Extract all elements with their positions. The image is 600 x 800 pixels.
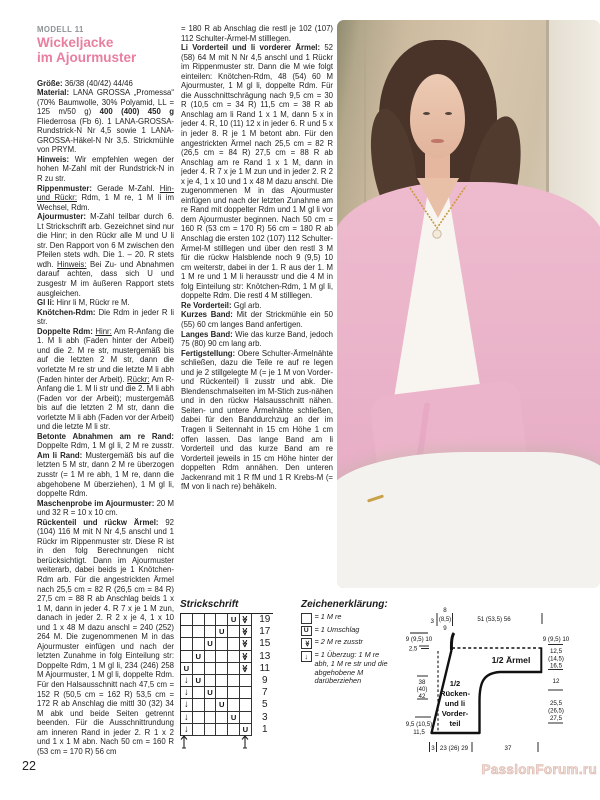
chart-cell-knit <box>228 638 240 650</box>
legend-items <box>301 613 393 686</box>
chart-row-number: 9 <box>262 675 268 687</box>
chart-cell-knit <box>216 614 228 626</box>
model-number: MODELL 11 <box>37 25 84 34</box>
chart-row-number: 5 <box>262 699 268 711</box>
rapport-markers <box>180 735 249 749</box>
chart-cell-knit <box>228 663 240 675</box>
chart-cell-knit <box>205 712 217 724</box>
chart-cell-U: U <box>205 687 217 699</box>
chart-cell-U: U <box>181 663 193 675</box>
chart-cell-U: U <box>216 699 228 711</box>
model-face <box>410 74 465 158</box>
instructions-column-2: = 180 R ab Anschlag die restl je 102 (107) 112 Schulter-Ärmel-M stilllegen. Li Vorderteil und li vorderer Ärmel: 52 (58) 64 M mit N Nr 4,5 anschl und 1 Rückr im Rippenmuster str. Dann die M wie folgt einteilen: Knötchen-Rdm, 48 (54) 60 M Ajourmuster, 1 M gl li, doppelte Rdm. Für die Ausschnittschrägung nach 9,5 cm = 30 R (10,5 cm = 34 R) 11,5 cm = 38 R ab Anschlag am li Rand 1 x 1 M, dann 5 x in jeder 4. R, 10 (11) 12 x in jeder 6. R und 5 x in jeder 8. R je 1 M betont abn. Für den angestrickten Ärmel nach 25,5 cm = 82 R (26,5 cm = 84 R) 27,5 cm = 88 R ab Anschlag am re Rand 1 x 1 M, dann in jeder 4. R 7 x je 1 M zun und in jeder 2. R 2 x je 4, 1 x 10 und 1 x 48 M dazu anschl. Die zugenommenen M in das Ajourmuster einfügen und nach der letzten Zunahme am re Rand mit doppelter Rdm und 1 M gl li vor dem Ajourmuster beginnen. Nach 50 cm = 160 R (53 cm = 170 R) 56 cm = 180 R ab Anschlag die ersten 102 (107) 112 Schulter-Ärmel-M stilllegen und über den restl 3 M für die rückw Halsblende noch 9 (9,5) 10 cm weiterstr, dabei in der 1. R aus der 1. M 1 M re und 1 M li herausstr und die 4 M in folg Einteilung str: Knötchen-Rdm, 1 M gl li, doppelte Rdm. Die restl 4 M stilllegen. Re Vorderteil: Ggl arb. Kurzes Band: Mit der Strickmühle ein 50 (55) 60 cm langes Band anfertigen. Langes Band: Wie das kurze Band, jedoch 75 (80) 90 cm lang arb. Fertigstellung: Obere Schulter-Ärmelnähte schließen, dazu die Teile re auf re legen und je 2 stillgelegte M (= je 1 M von Vorder- und Rückenteil) li zusstr und abk. Die Blendenschmalseiten im M-Stich zus-nähen und in den rückw Halsausschnitt nähen. Seiten- und untere Ärmelnähte schließen, dabei für den Banddurchzug an der im Tragen li Seitennaht in 15 cm Höhe 1 cm offen lassen. Das lange Band am li Vorderteil und das kurze Band am re Vorderteil jeweils in 15 cm Höhe hinter der doppelten Rdm annähen. Den unteren Jackenrand mit 1 R fM und 1 R Krebs-M (= fM von li nach re) behäkeln. <box>181 24 333 492</box>
chart-cell-knit <box>193 712 205 724</box>
rapport-arrow-left-icon <box>180 735 188 749</box>
measure-left-neck: 9 (9,5) 10 <box>405 636 433 643</box>
chart-row-number: 7 <box>262 687 268 699</box>
chart-row-number: 19 <box>259 614 271 626</box>
body-label-3: und li <box>444 699 466 708</box>
chart-row-number: 15 <box>259 638 271 650</box>
legend-item <box>301 613 393 624</box>
chart-row <box>181 651 273 663</box>
chart-cell-knit <box>205 675 217 687</box>
measure-shoulder-1: 8 <box>443 607 447 614</box>
measure-cuff-2: (14,5) <box>548 656 564 663</box>
measure-top-tick: 3 <box>430 618 434 625</box>
legend-item <box>301 638 393 649</box>
chart-cell-knit <box>216 638 228 650</box>
chart-row-number: 3 <box>262 711 268 723</box>
chart-cell-knit <box>193 699 205 711</box>
chart-cell-knit <box>216 651 228 663</box>
chart-cell-U: U <box>240 724 252 736</box>
chart-cell-U: U <box>205 638 217 650</box>
chart-cell-U: U <box>228 712 240 724</box>
chart-row-number: 1 <box>262 723 268 735</box>
body-label-2: Rücken- <box>440 689 470 698</box>
page-number: 22 <box>22 759 36 773</box>
measure-left-side-2: (40) <box>416 687 428 693</box>
measure-cuff-3: 16,5 <box>549 662 563 670</box>
chart-cell-knit <box>216 663 228 675</box>
chart-cell-knit <box>228 699 240 711</box>
chart-cell-knit <box>205 626 217 638</box>
chart-row <box>181 675 273 687</box>
chart-cell-knit <box>240 675 252 687</box>
chart-row <box>181 699 273 711</box>
chart-cell-U: U <box>193 675 205 687</box>
chart-cell-knit <box>228 675 240 687</box>
chart-cell-k2tog: ≫ <box>240 626 252 638</box>
legend-symbol-empty-icon <box>301 613 312 624</box>
chart-cell-knit <box>181 651 193 663</box>
chart-cell-slip: ↓ <box>181 687 193 699</box>
chart-cell-knit <box>228 626 240 638</box>
chart-row <box>181 687 273 699</box>
chart-cell-slip: ↓ <box>181 675 193 687</box>
measure-left-bottom-1: 9,5 (10,5) <box>405 721 433 728</box>
model-eye-right <box>445 112 452 115</box>
chart-cell-slip: ↓ <box>181 699 193 711</box>
measure-bottom-2: 23 (26) 29 <box>439 745 469 752</box>
chart-cell-knit <box>228 651 240 663</box>
chart-cell-knit <box>193 687 205 699</box>
measure-sleeve-width: 51 (53,5) 56 <box>477 616 511 623</box>
model-photo <box>337 20 600 588</box>
chart-row <box>181 626 273 638</box>
chart-row <box>181 663 273 675</box>
chart-cell-U: U <box>228 614 240 626</box>
chart-cell-knit <box>205 614 217 626</box>
knitting-chart-grid <box>180 613 273 736</box>
chart-cell-knit <box>240 699 252 711</box>
legend-title: Zeichenerklärung: <box>301 599 388 610</box>
chart-cell-knit <box>216 687 228 699</box>
chart-row <box>181 614 273 626</box>
measure-left-neck2: 2,5 <box>408 645 418 653</box>
chart-legend <box>301 599 393 688</box>
chart-cell-knit <box>193 638 205 650</box>
chart-cell-knit <box>216 724 228 736</box>
rapport-arrow-right-icon <box>241 735 249 749</box>
chart-row-number: 13 <box>259 650 271 662</box>
chart-row-number: 11 <box>259 662 270 674</box>
measure-right-side-1: 25,5 <box>549 700 563 707</box>
chart-cell-knit <box>216 675 228 687</box>
chart-cell-slip: ↓ <box>181 724 193 736</box>
model-lips <box>431 139 444 143</box>
legend-item <box>301 651 393 686</box>
measure-shoulder-2: (8,5) <box>438 617 452 623</box>
chart-cell-knit <box>193 614 205 626</box>
legend-item-text: = 1 M re <box>314 612 342 621</box>
instructions-column-1: Größe: 36/38 (40/42) 44/46 Material: LANA GROSSA „Promessa“ (70% Baumwolle, 30% Polyamid, LL = 125 m/50 g) 400 (400) 450 g Fliederrosa (Fb 6). 1 LANA-GROSSA-Rundstrick-N Nr 4,5 sowie 1 LANA-GROSSA-Häkel-N Nr 3,5. Strickmühle von PRYM. Hinweis: Wir empfehlen wegen der hohen M-Zahl mit der Rundstrick-N in R zu str. Rippenmuster: Gerade M-Zahl. Hin- und Rückr: Rdm, 1 M re, 1 M li im Wechsel, Rdm. Ajourmuster: M-Zahl teilbar durch 6. Lt Strickschrift arb. Gezeichnet sind nur die Hinr; in den Rückr alle M und U li str. Den Rapport von 6 M zwischen den Pfeilen stets wdh. Die 1. – 20. R stets wdh. Hinweis: Bei Zu- und Abnahmen darauf achten, dass sich U und zusgestr M im äußeren Rapport stets ausgleichen. Gl li: Hinr li M, Rückr re M. Knötchen-Rdm: Die Rdm in jeder R li str. Doppelte Rdm: Hinr: Am R-Anfang die 1. M li abh (Faden hinter der Arbeit) und die 2. M re str, mustergemäß bis auf die letzten 2 M str, dann die vorletzte M re str und die letzte M li abh (Faden hinter der Arbeit). Rückr: Am R-Anfang die 1. M li str und die 2. M li abh (Faden vor der Arbeit); mustergemäß bis auf die letzten 2 M str, dann die vorletzte M li abh (Faden vor der Arbeit) und die letzte M li str. Betonte Abnahmen am re Rand: Doppelte Rdm, 1 M gl li, 2 M re zusstr. Am li Rand: Mustergemäß bis auf die letzten 5 M str, dann 2 M re überzogen zusstr (= 1 M re abh, 1 M re, dann die abgehobene M überziehen), 1 M gl li, doppelte Rdm. Maschenprobe im Ajourmuster: 20 M und 32 R = 10 x 10 cm. Rückenteil und rückw Ärmel: 92 (104) 116 M mit N Nr 4,5 anschl und 1 Rückr im Rippenmuster str. Diese R ist in den folg Berechnungen nicht berücksichtigt. Dann im Ajourmuster weiterarb, dabei beids je 1 Knötchen-Rdm arb. Für die angestrickten Ärmel nach 25,5 cm = 82 R (26,5 cm = 84 R) 27,5 cm = 88 R ab Anschlag beids 1 x 1 M, dann in jeder 4. R 7 x je 1 M zun, danach in jeder 2. R 2 x je 4, 1 x 10 und 1 x 48 M dazu anschl = 240 (252) 264 M. Die zugenommenen M in das Ajourmuster einfügen und nach der letzten Zunahme in folg Einteilung str: Doppelte Rdm, 1 M gl li, 234 (246) 258 M Ajourmuster, 1 M gl li, doppelte Rdm. Für den Halsausschnitt nach 47,5 cm = 152 R (50,5 cm = 162 R) 53,5 cm = 172 R ab Anschlag die mittl 30 (32) 34 M abk und beide Seiten getrennt beenden. Für die Ausschnittrundung am inneren Rand in jeder 2. R 1 x 2 und 1 x 1 M abn. Nach 50 cm = 160 R (53 cm = 170 R) 56 cm <box>37 78 174 756</box>
legend-item-text: = 2 M re zusstr <box>314 637 363 647</box>
legend-symbol-k2tog-icon: ≫ <box>301 638 312 649</box>
legend-item-text: = 1 Überzug: 1 M re abh, 1 M re str und die abgehobene M darüberziehen <box>314 650 388 686</box>
measure-right-side-2: (26,5) <box>548 708 564 715</box>
chart-cell-k2tog: ≫ <box>240 663 252 675</box>
chart-cell-knit <box>205 724 217 736</box>
sleeve-label: 1/2 Ärmel <box>491 655 531 665</box>
measure-left-side-3: 42 <box>418 693 426 700</box>
measure-left-side-1: 38 <box>418 679 426 686</box>
measure-left-bottom-2: 11,5 <box>413 729 425 736</box>
page-title <box>37 35 174 66</box>
measure-right-side-3: 27,5 <box>549 715 563 722</box>
chart-cell-knit <box>193 724 205 736</box>
legend-item <box>301 626 393 637</box>
text-column-2 <box>181 24 333 594</box>
white-bed <box>337 452 600 588</box>
chart-row <box>181 724 273 736</box>
measure-cuff-1: 12,5 <box>549 648 563 655</box>
body-label-4: Vorder- <box>441 709 469 718</box>
chart-cell-knit <box>193 626 205 638</box>
chart-row <box>181 638 273 650</box>
gold-necklace <box>407 186 469 244</box>
title-line-2: im Ajourmuster <box>37 50 137 66</box>
chart-cell-k2tog: ≫ <box>240 638 252 650</box>
chart-cell-knit <box>240 687 252 699</box>
text-column-1 <box>37 25 174 765</box>
chart-cell-knit <box>205 663 217 675</box>
legend-symbol-U-icon: U <box>301 626 312 637</box>
pattern-schematic <box>388 593 600 785</box>
chart-cell-k2tog: ≫ <box>240 614 252 626</box>
measure-right-neck: 9 (9,5) 10 <box>542 636 570 643</box>
title-line-1: Wickeljacke <box>37 34 114 50</box>
chart-cell-knit <box>205 651 217 663</box>
chart-cell-slip: ↓ <box>181 712 193 724</box>
chart-cell-knit <box>216 712 228 724</box>
chart-cell-knit <box>205 699 217 711</box>
measure-bottom-1: 3 <box>431 745 435 752</box>
chart-cell-knit <box>181 626 193 638</box>
knitting-chart-section <box>180 599 273 749</box>
measure-shoulder-3: 9 <box>443 625 447 632</box>
chart-cell-knit <box>181 614 193 626</box>
body-label-5: teil <box>449 719 461 728</box>
chart-cell-U: U <box>216 626 228 638</box>
body-label-1: 1/2 <box>449 679 461 688</box>
chart-row <box>181 712 273 724</box>
chart-cell-knit <box>240 712 252 724</box>
chart-cell-knit <box>228 687 240 699</box>
measure-bottom-3: 37 <box>504 745 512 752</box>
chart-cell-k2tog: ≫ <box>240 651 252 663</box>
legend-item-text: = 1 Umschlag <box>314 624 360 634</box>
model-eye-left <box>423 112 430 115</box>
chart-cell-knit <box>193 663 205 675</box>
chart-title: Strickschrift <box>180 599 239 610</box>
chart-cell-U: U <box>193 651 205 663</box>
chart-row-number: 17 <box>259 626 271 638</box>
chart-cell-knit <box>228 724 240 736</box>
legend-symbol-slip-icon: ↓ <box>301 651 312 662</box>
watermark: PassionForum.ru <box>481 762 597 777</box>
measure-right-upper: 12 <box>552 678 560 685</box>
chart-cell-knit <box>181 638 193 650</box>
